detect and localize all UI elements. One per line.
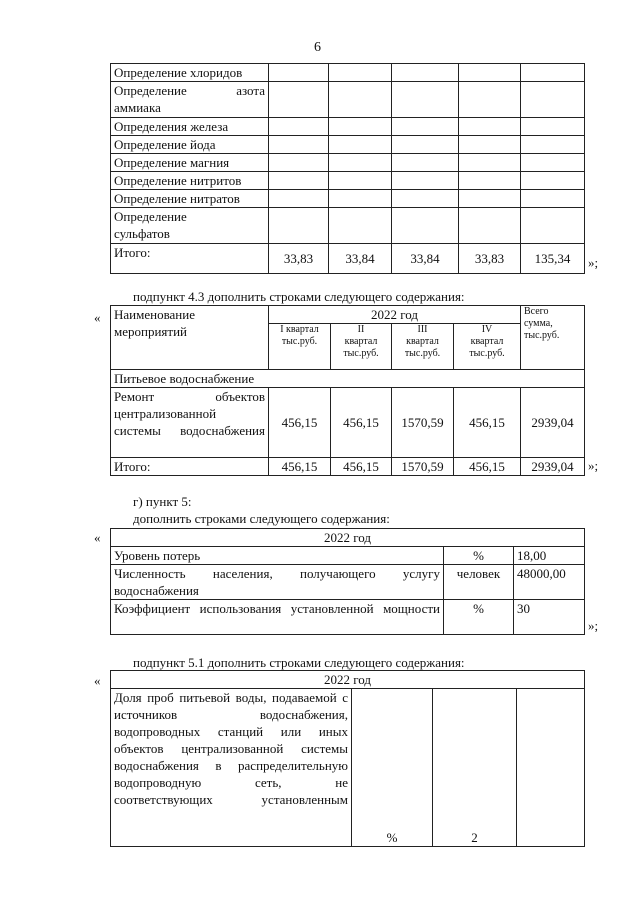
item-name: Ремонт объектов централизованной системы водоснабжения <box>111 388 269 458</box>
indicator-name: Доля проб питьевой воды, подаваемой с источников водоснабжения, водопроводных станций или иных объектов централизованной системы водоснабжения в распределительную водопроводную сеть, не соответствующих установленным <box>111 689 352 847</box>
total-value: 456,15 <box>331 458 392 476</box>
quarter-header: I квартал тыс.руб. <box>269 324 331 370</box>
water-quality-table <box>110 670 585 847</box>
indicator-value: 30 <box>514 600 585 635</box>
quarter-header: IV квартал тыс.руб. <box>454 324 521 370</box>
total-value: 456,15 <box>454 458 521 476</box>
section-label: Питьевое водоснабжение <box>111 370 585 388</box>
row-label: Определение азота аммиака <box>111 82 269 118</box>
row-label: Определение нитритов <box>111 172 269 190</box>
indicator-unit: % <box>444 547 514 565</box>
item-value: 456,15 <box>269 388 331 458</box>
indicator-value: 2 <box>433 689 517 847</box>
item-value: 1570,59 <box>392 388 454 458</box>
open-quote: « <box>94 673 101 688</box>
section-heading-g: г) пункт 5: <box>133 494 192 509</box>
year-header: 2022 год <box>111 671 585 689</box>
end-mark: »; <box>588 255 599 270</box>
total-value: 1570,59 <box>392 458 454 476</box>
item-value: 456,15 <box>454 388 521 458</box>
col-name-header: Наименование мероприятий <box>111 306 269 370</box>
total-value: 456,15 <box>269 458 331 476</box>
total-label: Итого: <box>111 458 269 476</box>
year-header: 2022 год <box>111 529 585 547</box>
quarter-header: II квартал тыс.руб. <box>331 324 392 370</box>
page-number: 6 <box>314 40 321 55</box>
total-value: 2939,04 <box>521 458 585 476</box>
indicator-value: 48000,00 <box>514 565 585 600</box>
measures-table <box>110 305 585 476</box>
row-label: Определения железа <box>111 118 269 136</box>
total-value: 33,83 <box>459 244 521 274</box>
section-heading: дополнить строками следующего содержания: <box>133 511 390 526</box>
open-quote: « <box>94 310 101 325</box>
item-value: 456,15 <box>331 388 392 458</box>
open-quote: « <box>94 530 101 545</box>
year-header: 2022 год <box>269 306 521 324</box>
analysis-table <box>110 63 585 274</box>
end-mark: »; <box>588 458 599 473</box>
row-label: Определение сульфатов <box>111 208 269 244</box>
row-label: Определение нитратов <box>111 190 269 208</box>
indicator-name: Коэффициент использования установленной мощности <box>111 600 444 635</box>
indicator-unit: % <box>444 600 514 635</box>
indicator-value: 18,00 <box>514 547 585 565</box>
total-value: 33,84 <box>329 244 392 274</box>
quarter-header: III квартал тыс.руб. <box>392 324 454 370</box>
total-value: 33,84 <box>392 244 459 274</box>
row-label: Определение хлоридов <box>111 64 269 82</box>
indicators-table <box>110 528 585 635</box>
total-value: 135,34 <box>521 244 585 274</box>
row-label: Определение йода <box>111 136 269 154</box>
indicator-name: Уровень потерь <box>111 547 444 565</box>
total-value: 33,83 <box>269 244 329 274</box>
item-value: 2939,04 <box>521 388 585 458</box>
row-label: Определение магния <box>111 154 269 172</box>
section-heading: подпункт 5.1 дополнить строками следующего содержания: <box>133 655 465 670</box>
total-label: Итого: <box>111 244 269 274</box>
indicator-unit: человек <box>444 565 514 600</box>
indicator-unit: % <box>352 689 433 847</box>
indicator-name: Численность населения, получающего услугу водоснабжения <box>111 565 444 600</box>
end-mark: »; <box>588 618 599 633</box>
total-col-header: Всего сумма, тыс.руб. <box>521 306 585 370</box>
section-heading: подпункт 4.3 дополнить строками следующего содержания: <box>133 289 465 304</box>
